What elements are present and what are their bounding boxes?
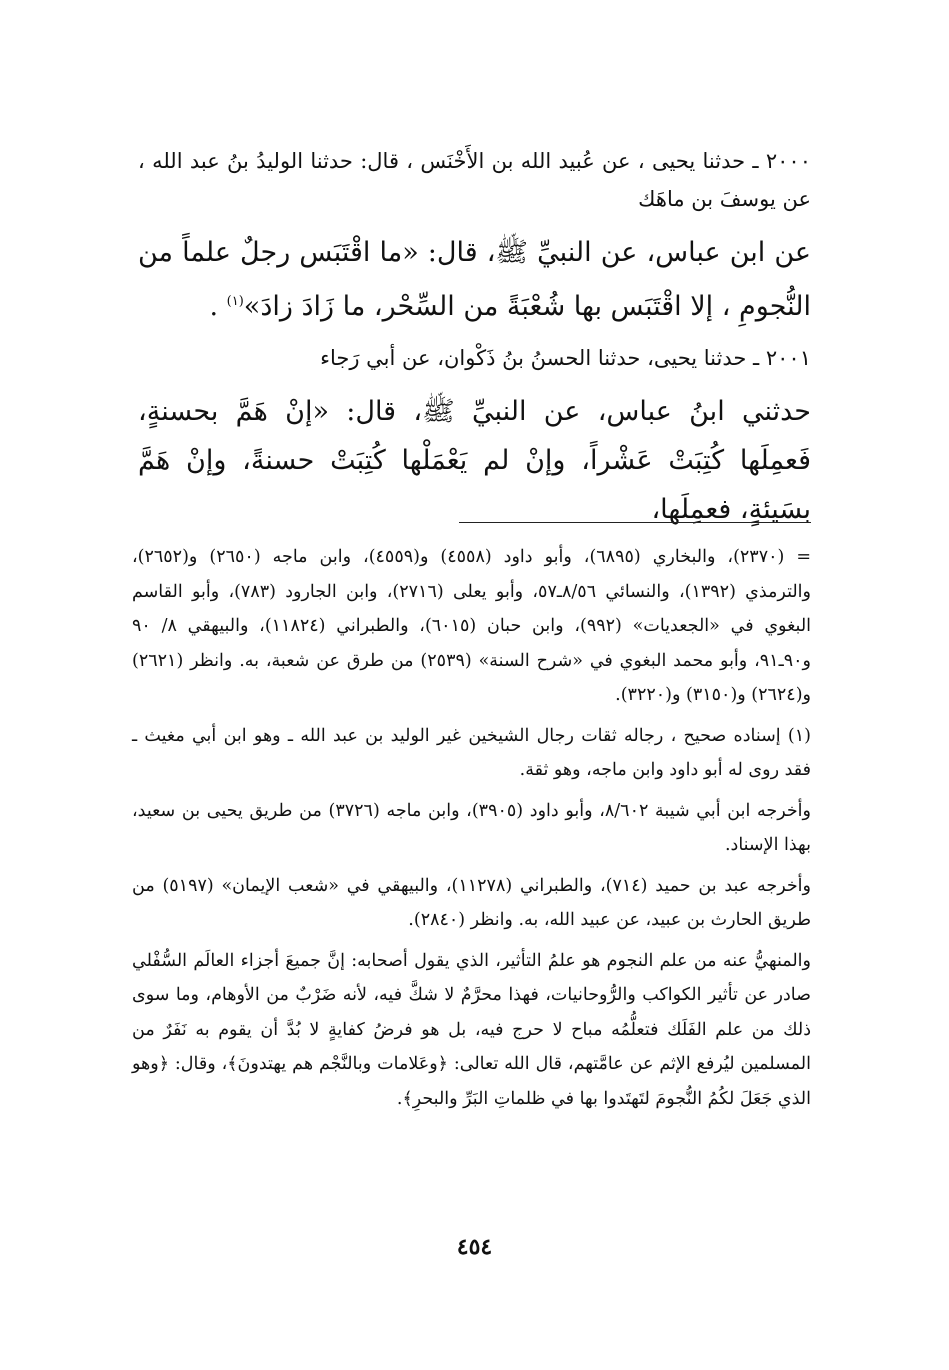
- footnote-1: (١) إسناده صحيح ، رجاله ثقات رجال الشيخين غير الوليد بن عبد الله ـ وهو ابن أبي مغيث ـ فقد روى له أبو داود وابن ماجه، وهو ثقة.: [132, 725, 811, 780]
- footnote-1-commentary: والمنهيُّ عنه من علم النجوم هو علمُ التأثير، الذي يقول أصحابه: إنَّ جميعَ أجزاء العالَم السُّفْلي صادر عن تأثير الكواكب والرُّوحانيات، فهذا محرَّمٌ لا شكَّ فيه، لأنه ضَرْبٌ من الأوهام، وما سوى ذلك من علم الفَلَك فتعلُّمُه مباح لا حرج فيه، بل هو فرضُ كفايةٍ لا بُدَّ أن يقوم به نَفَرٌ من المسلمين ليُرفع الإثم عن عامَّتهم، قال الله تعالى: ﴿وعَلامات وبالنَّجْم هم يهتدونَ﴾، وقال: ﴿وهو الذي جَعَلَ لكُمُ النُّجومَ لتَهتَدوا بها في ظلماتِ البَرِّ والبحرِ﴾.: [132, 950, 811, 1109]
- footnote-marker-1[interactable]: (١): [226, 294, 244, 309]
- main-text: [138, 142, 811, 542]
- footnotes: [132, 540, 811, 1116]
- hadith-2001-chain: ٢٠٠١ ـ حدثنا يحيى، حدثنا الحسنُ بنُ ذَكْوان، عن أبي رَجاء: [320, 346, 811, 370]
- page-number: ٤٥٤: [456, 1234, 493, 1260]
- hadith-2000-end: .: [209, 291, 227, 322]
- footnote-continuation: = (٢٣٧٠)، والبخاري (٦٨٩٥)، وأبو داود (٤٥٥٨) و(٤٥٥٩)، وابن ماجه (٢٦٥٠) و(٢٦٥٢)، والترمذي (١٣٩٢)، والنسائي ٨/٥٦ـ٥٧، وأبو يعلى (٢٧١٦)، وابن الجارود (٧٨٣)، وأبو القاسم البغوي في «الجعديات» (٩٩٢)، وابن حبان (٦٠١٥)، والطبراني (١١٨٢٤)، والبيهقي ٨/ ٩٠ و٩٠ـ٩١، وأبو محمد البغوي في «شرح السنة» (٢٥٣٩) من طرق عن شعبة، به. وانظر (٢٦٢١) و(٢٦٢٤) و(٣١٥٠) و(٣٢٢٠).: [132, 547, 812, 705]
- hadith-2000-text: [138, 228, 811, 331]
- footnote-1-more-sources: وأخرجه عبد بن حميد (٧١٤)، والطبراني (١١٢٧٨)، والبيهقي في «شعب الإيمان» (٥١٩٧) من طريق الحارث بن عبيد، عن عبيد الله، به. وانظر (٢٨٤٠).: [132, 875, 811, 930]
- hadith-2000-chain: ٢٠٠٠ ـ حدثنا يحيى ، عن عُبيد الله بن الأَخْنَس ، قال: حدثنا الوليدُ بنُ عبد الله ، عن يوسفَ بن ماهَك: [138, 149, 811, 211]
- hadith-2000-matn: عن ابن عباس، عن النبيِّ ﷺ، قال: «ما اقْتَبَس رجلٌ علماً من النُّجومِ ، إلا اقْتَبَس بها شُعْبَةً من السِّحْر، ما زَادَ زادَ»: [138, 237, 811, 322]
- hadith-2001-text: حدثني ابنُ عباس، عن النبيِّ ﷺ، قال: «إنْ هَمَّ بحسنةٍ، فَعمِلَها كُتِبَتْ عَشْراً، وإنْ لم يَعْمَلْها كُتِبَتْ حسنةً، وإنْ هَمَّ بسَيئةٍ، فعمِلَها،: [138, 396, 811, 525]
- footnote-1-sources: وأخرجه ابن أبي شيبة ٨/٦٠٢، وأبو داود (٣٩٠٥)، وابن ماجه (٣٧٢٦) من طريق يحيى بن سعيد، بهذا الإسناد.: [132, 800, 811, 855]
- footnote-separator: [459, 522, 811, 523]
